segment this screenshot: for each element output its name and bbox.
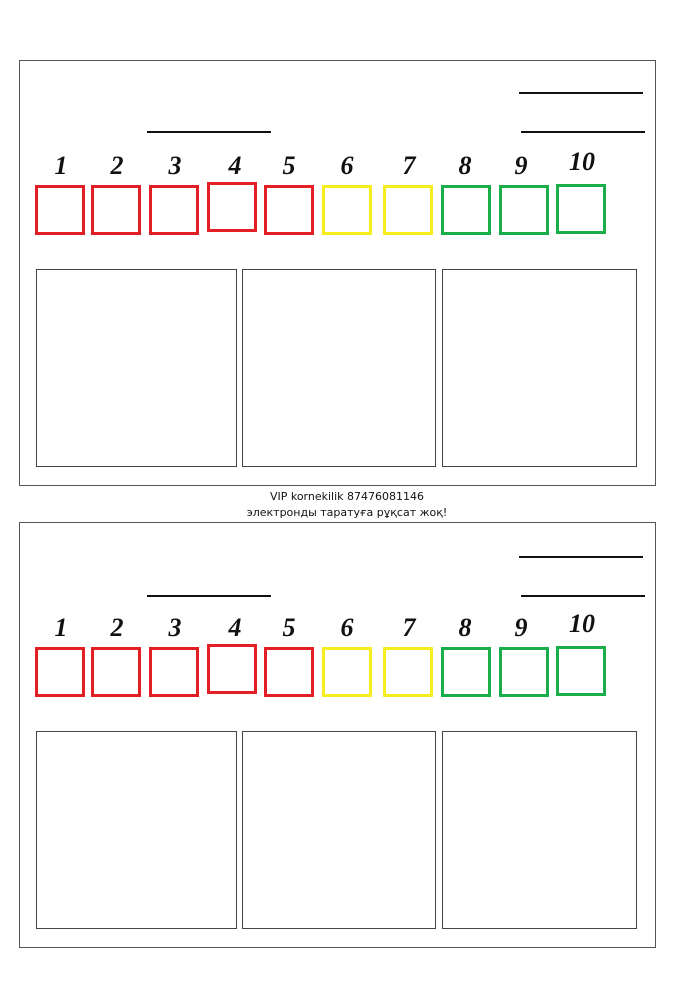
- scale-box-3[interactable]: [149, 185, 199, 235]
- template-sheet-bottom: [19, 522, 656, 948]
- scale-number-8: 8: [458, 151, 472, 180]
- scale-number-6: 6: [340, 151, 354, 180]
- copyright-notice: [0, 489, 694, 521]
- scale-number-5: 5: [282, 151, 296, 180]
- scale-number-5: 5: [282, 613, 296, 642]
- template-sheet-top: [19, 60, 656, 486]
- scale-number-6: 6: [340, 613, 354, 642]
- scale-box-10[interactable]: [556, 646, 606, 696]
- scale-box-6[interactable]: [322, 185, 372, 235]
- scale-box-2[interactable]: [91, 185, 141, 235]
- scale-box-7[interactable]: [383, 647, 433, 697]
- scale-number-7: 7: [402, 613, 416, 642]
- scale-number-7: 7: [402, 151, 416, 180]
- scale-number-4: 4: [228, 151, 242, 180]
- scale-number-3: 3: [168, 151, 182, 180]
- scale-number-2: 2: [110, 151, 124, 180]
- scale-number-10: 10: [569, 147, 595, 176]
- scale-box-9[interactable]: [499, 647, 549, 697]
- scale-box-2[interactable]: [91, 647, 141, 697]
- scale-number-2: 2: [110, 613, 124, 642]
- scale-box-1[interactable]: [35, 185, 85, 235]
- scale-box-5[interactable]: [264, 185, 314, 235]
- drawing-panel-2[interactable]: [242, 269, 436, 467]
- scale-number-4: 4: [228, 613, 242, 642]
- scale-number-9: 9: [514, 151, 528, 180]
- blank-line: [521, 131, 645, 133]
- scale-box-1[interactable]: [35, 647, 85, 697]
- scale-number-9: 9: [514, 613, 528, 642]
- scale-box-4[interactable]: [207, 644, 257, 694]
- scale-number-3: 3: [168, 613, 182, 642]
- scale-box-6[interactable]: [322, 647, 372, 697]
- drawing-panel-3[interactable]: [442, 269, 637, 467]
- scale-box-8[interactable]: [441, 647, 491, 697]
- scale-box-8[interactable]: [441, 185, 491, 235]
- scale-number-1: 1: [54, 151, 68, 180]
- scale-number-8: 8: [458, 613, 472, 642]
- notice-line-2: электронды таратуға рұқсат жоқ!: [246, 506, 448, 519]
- blank-line: [521, 595, 645, 597]
- drawing-panel-3[interactable]: [442, 731, 637, 929]
- notice-line-1: VIP kornekilik 87476081146: [269, 490, 425, 503]
- scale-number-1: 1: [54, 613, 68, 642]
- blank-line: [147, 595, 271, 597]
- scale-number-10: 10: [569, 609, 595, 638]
- scale-box-9[interactable]: [499, 185, 549, 235]
- scale-box-7[interactable]: [383, 185, 433, 235]
- scale-box-4[interactable]: [207, 182, 257, 232]
- drawing-panel-1[interactable]: [36, 731, 237, 929]
- drawing-panel-2[interactable]: [242, 731, 436, 929]
- scale-box-10[interactable]: [556, 184, 606, 234]
- blank-line: [519, 92, 643, 94]
- scale-box-3[interactable]: [149, 647, 199, 697]
- blank-line: [147, 131, 271, 133]
- scale-box-5[interactable]: [264, 647, 314, 697]
- blank-line: [519, 556, 643, 558]
- drawing-panel-1[interactable]: [36, 269, 237, 467]
